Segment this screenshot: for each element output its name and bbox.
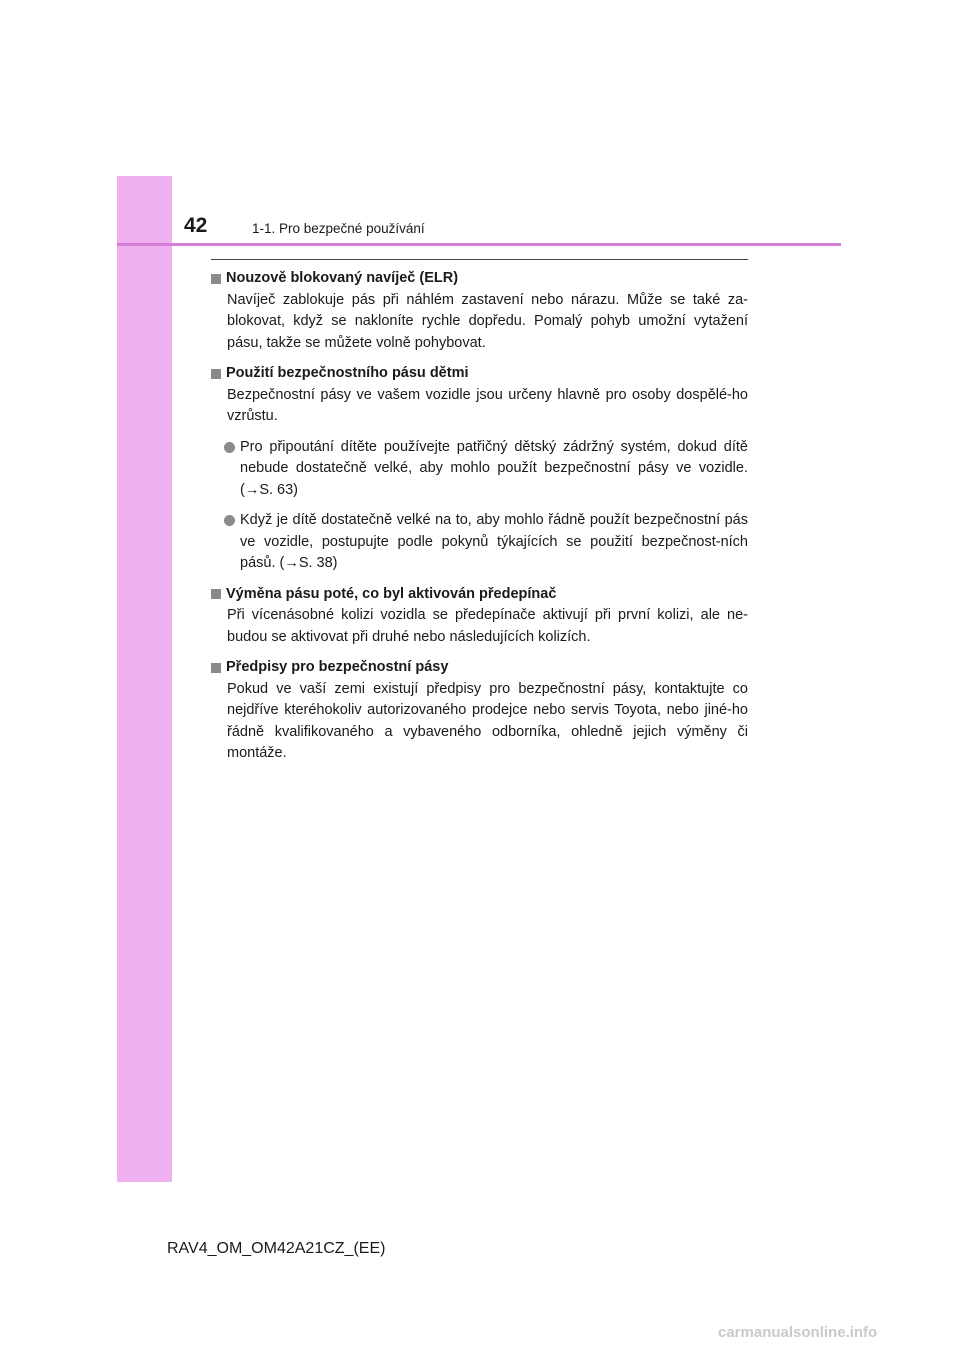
item-regulations bbox=[211, 657, 748, 765]
item-heading bbox=[211, 363, 748, 385]
item-elr bbox=[211, 268, 748, 354]
square-bullet-icon bbox=[211, 589, 221, 599]
circle-bullet-icon bbox=[224, 515, 235, 526]
circle-bullet-icon bbox=[224, 442, 235, 453]
item-children bbox=[211, 363, 748, 575]
item-heading-text: Nouzově blokovaný navíječ (ELR) bbox=[226, 270, 459, 286]
item-heading-text: Výměna pásu poté, co byl aktivován předepínač bbox=[226, 585, 557, 602]
list-item-text: Když je dítě dostatečně velké na to, aby mohlo řádně použít bezpečnostní pás ve vozidle, postupujte podle pokynů týkajících se použití bezpečnost-ních pásů. (→S. 38) bbox=[240, 512, 748, 571]
item-paragraph: Bezpečnostní pásy ve vašem vozidle jsou určeny hlavně pro osoby dospělé-ho vzrůstu. bbox=[227, 386, 748, 424]
square-bullet-icon bbox=[211, 369, 221, 379]
list-item-text: Pro připoutání dítěte používejte patřičný dětský zádržný systém, dokud dítě nebude dostatečně velké, aby mohlo použít bezpečnostní pásy ve vozidle. (→S. 63) bbox=[240, 438, 748, 498]
watermark: carmanualsonline.info bbox=[718, 1324, 878, 1341]
item-heading-text: Použití bezpečnostního pásu dětmi bbox=[226, 365, 469, 381]
page-content bbox=[211, 268, 748, 774]
list-item bbox=[211, 437, 748, 502]
item-paragraph: Při vícenásobné kolizi vozidla se předepínače aktivují při první kolizi, ale ne-budou se aktivovat při druhé nebo následujících kolizích. bbox=[227, 607, 748, 645]
item-paragraph: Navíječ zablokuje pás při náhlém zastavení nebo nárazu. Může se také za-blokovat, když se nakloníte rychle dopředu. Pomalý pohyb umožní vytažení pásu, takže se můžete volně pohybovat. bbox=[227, 291, 748, 351]
document-code: RAV4_OM_OM42A21CZ_(EE) bbox=[167, 1240, 386, 1257]
item-paragraph: Pokud ve vaší zemi existují předpisy pro bezpečnostní pásy, kontaktujte co nejdříve kteréhokoliv autorizovaného prodejce nebo servis Toyota, nebo jiné-ho řádně kvalifikovaného a vybaveného odborníka, ohledně jejich výměny či montáže. bbox=[227, 680, 748, 761]
header-rule bbox=[117, 243, 841, 246]
item-heading-text: Předpisy pro bezpečnostní pásy bbox=[226, 659, 449, 675]
page-number: 42 bbox=[184, 214, 208, 237]
item-pretensioner bbox=[211, 584, 748, 649]
section-title: 1-1. Pro bezpečné používání bbox=[252, 221, 425, 236]
square-bullet-icon bbox=[211, 663, 221, 673]
side-color-band bbox=[117, 176, 172, 1182]
list-item bbox=[211, 510, 748, 575]
item-heading bbox=[211, 657, 748, 679]
item-heading bbox=[211, 268, 748, 290]
content-divider bbox=[211, 259, 748, 260]
item-heading bbox=[211, 584, 748, 606]
square-bullet-icon bbox=[211, 274, 221, 284]
